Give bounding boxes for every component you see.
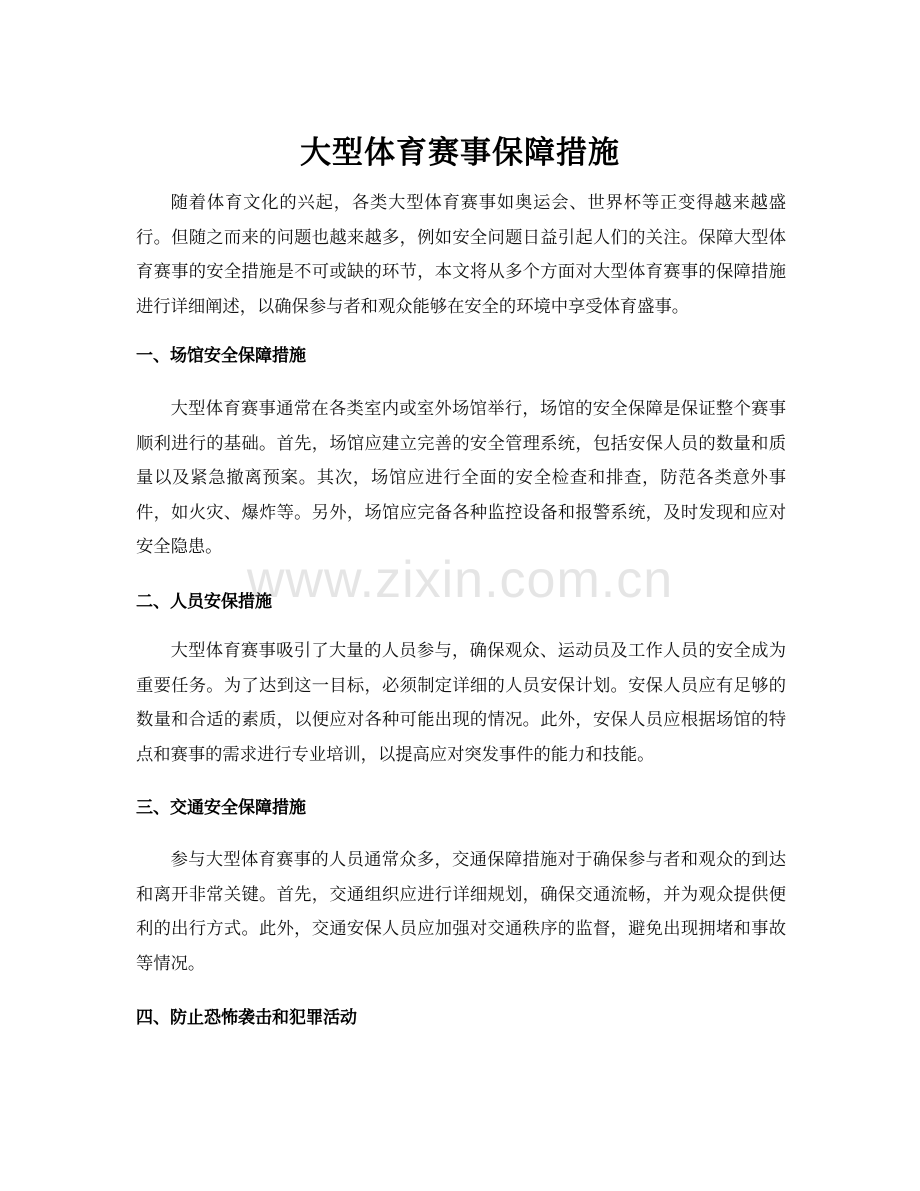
section-body-1: 大型体育赛事通常在各类室内或室外场馆举行，场馆的安全保障是保证整个赛事顺利进行的基础。首先，场馆应建立完善的安全管理系统，包括安保人员的数量和质量以及紧急撤离预案。其次，场馆应进行全面的安全检查和排查，防范各类意外事件，如火灾、爆炸等。另外，场馆应完备各种监控设备和报警系统，及时发现和应对安全隐患。 xyxy=(136,399,786,557)
section-heading-4: 四、防止恐怖袭击和犯罪活动 xyxy=(136,1008,357,1028)
intro-paragraph: 随着体育文化的兴起，各类大型体育赛事如奥运会、世界杯等正变得越来越盛行。但随之而来的问题也越来越多，例如安全问题日益引起人们的关注。保障大型体育赛事的安全措施是不可或缺的环节，本文将从多个方面对大型体育赛事的保障措施进行详细阐述，以确保参与者和观众能够在安全的环境中享受体育盛事。 xyxy=(136,193,786,317)
watermark: www.zixin.com.cn xyxy=(246,551,674,609)
section-heading-3: 三、交通安全保障措施 xyxy=(136,798,306,818)
section-body-2: 大型体育赛事吸引了大量的人员参与，确保观众、运动员及工作人员的安全成为重要任务。为了达到这一目标，必须制定详细的人员安保计划。安保人员应有足够的数量和合适的素质，以便应对各种可能出现的情况。此外，安保人员应根据场馆的特点和赛事的需求进行专业培训，以提高应对突发事件的能力和技能。 xyxy=(136,641,786,765)
section-heading-2: 二、人员安保措施 xyxy=(136,592,272,612)
section-body-3: 参与大型体育赛事的人员通常众多，交通保障措施对于确保参与者和观众的到达和离开非常关键。首先，交通组织应进行详细规划，确保交通流畅，并为观众提供便利的出行方式。此外，交通安保人员应加强对交通秩序的监督，避免出现拥堵和事故等情况。 xyxy=(136,850,786,974)
section-heading-1: 一、场馆安全保障措施 xyxy=(136,346,306,366)
document-title: 大型体育赛事保障措施 xyxy=(300,134,620,171)
